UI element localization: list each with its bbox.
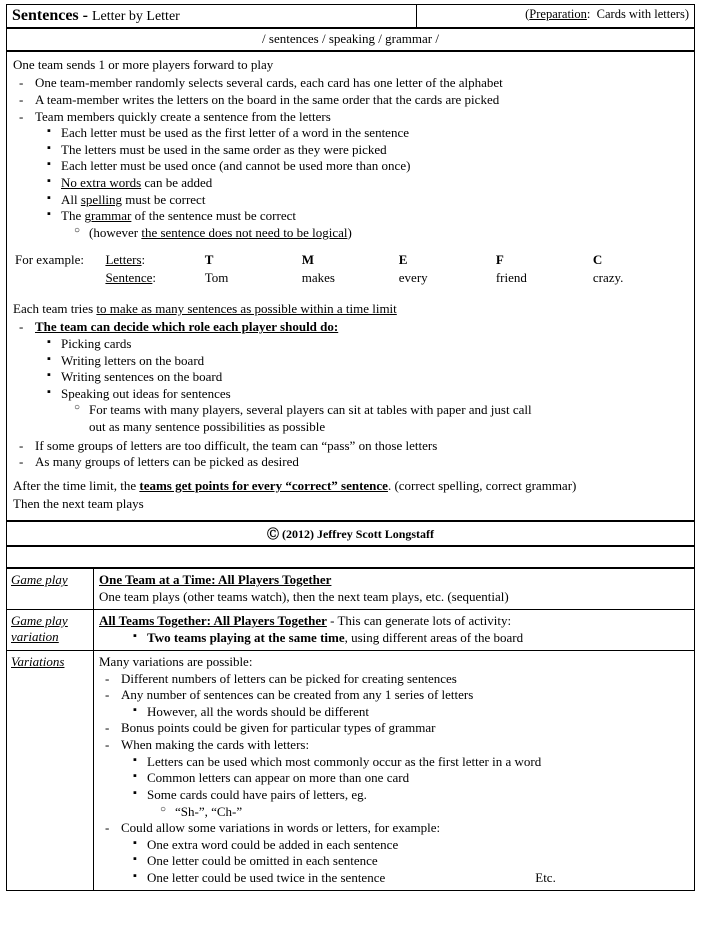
variation-sub-list (99, 630, 689, 647)
letter-cell: T (204, 251, 214, 267)
word-cell: Tom (204, 269, 229, 285)
main-body-table (6, 51, 695, 521)
letters-label-cell (103, 251, 202, 269)
variation-heading-rest: - This can generate lots of activity: (326, 613, 512, 629)
game-play-variation-content (94, 610, 695, 651)
list-item: - As many groups of letters can be picked as desired (35, 454, 688, 471)
rule-emphasis: grammar (84, 208, 132, 224)
list-item (147, 870, 689, 887)
list-item (35, 319, 688, 336)
variation-sub-bold: Two teams playing at the same time (147, 630, 345, 646)
tables-note-line1: For teams with many players, several players can sit at tables with paper and just call (89, 402, 532, 418)
list-item (147, 630, 689, 647)
sentence-label: Sentence (105, 269, 153, 285)
after-time-prefix: After the time limit, the (13, 477, 140, 493)
page-subtitle: Letter by Letter (91, 9, 180, 24)
note-suffix: ) (347, 224, 352, 240)
table-row (7, 610, 695, 651)
paren-close: ) (684, 7, 689, 21)
list-item (89, 402, 688, 435)
list-item: ▪ One letter could be omitted in each sentence (147, 853, 689, 870)
label-line-2: variation (11, 629, 59, 645)
letters-label: Letters (105, 251, 142, 267)
game-play-heading: One Team at a Time: All Players Together (99, 572, 332, 588)
letter-cell: F (495, 251, 504, 267)
list-item (61, 175, 688, 192)
rules-list (13, 125, 688, 241)
title-table (6, 4, 695, 28)
list-item: - One team-member randomly selects several cards, each card has one letter of the alphabet (35, 75, 688, 92)
categories-table (6, 28, 695, 51)
page-title: Sentences (12, 7, 79, 24)
sentence-label-cell (103, 269, 202, 287)
steps-list (13, 75, 688, 125)
title-cell (7, 5, 417, 28)
game-play-text: One team plays (other teams watch), then the next team plays, etc. (sequential) (99, 589, 509, 605)
each-team-line (13, 301, 688, 317)
categories-row: / sentences / speaking / grammar / (7, 29, 695, 51)
letter-cell: E (398, 251, 408, 267)
spacer (13, 291, 688, 301)
variations-table (6, 568, 695, 890)
word-cell: every (398, 269, 428, 285)
list-item: - A team-member writes the letters on the board in the same order that the cards are picked (35, 92, 688, 109)
tables-note-line2: out as many sentence possibilities as possible (89, 419, 326, 434)
each-team-prefix: Each team tries (13, 301, 97, 316)
paren-open: ( (525, 7, 530, 21)
table-row (7, 569, 695, 610)
game-play-variation-label (7, 610, 94, 651)
variations-list (99, 671, 689, 887)
for-example-label: For example: (15, 251, 84, 267)
sentence-colon: : (152, 269, 156, 285)
list-item: - When making the cards with letters: (121, 737, 689, 754)
roles-list (13, 319, 688, 471)
word-cell: crazy. (592, 269, 624, 285)
list-item (89, 225, 688, 242)
main-body-cell (7, 52, 695, 521)
list-item: ▪ Some cards could have pairs of letters, eg. (147, 787, 689, 804)
list-item: ▪ Writing sentences on the board (61, 369, 688, 386)
letter-cell: M (301, 251, 315, 267)
spacer-cell (13, 269, 103, 287)
game-play-label: Game play (7, 569, 94, 610)
letters-colon: : (141, 251, 146, 267)
after-time-emphasis: teams get points for every “correct” sentence (139, 477, 388, 493)
note-emphasis: the sentence does not need to be logical (141, 224, 348, 240)
rule-text: must be correct (122, 191, 206, 207)
intro-line: One team sends 1 or more players forward to play (13, 57, 274, 72)
list-item: ▪ However, all the words should be different (147, 704, 689, 721)
list-item (61, 192, 688, 209)
title-row (7, 5, 695, 28)
list-item: ▪ Picking cards (61, 336, 688, 353)
preparation-value: Cards with letters (596, 7, 685, 21)
example-words-row (13, 269, 688, 287)
decide-heading: The team can decide which role each player should do: (35, 319, 339, 335)
variation-sub-rest: , using different areas of the board (344, 630, 524, 646)
preparation-colon: : (586, 7, 591, 21)
variations-label: Variations (7, 650, 94, 890)
list-item: ▪ Speaking out ideas for sentences (61, 386, 688, 403)
rule-prefix: The (61, 208, 85, 224)
list-item: - If some groups of letters are too difficult, the team can “pass” on those letters (35, 438, 688, 455)
list-item: ▪ Letters can be used which most commonly occur as the first letter in a word (147, 754, 689, 771)
label-line-1: Game play (11, 613, 68, 629)
list-item (61, 208, 688, 225)
word-cell: friend (495, 269, 527, 285)
note-prefix: (however (89, 224, 142, 240)
title-separator: - (78, 7, 92, 24)
pair-letters-example: “Sh-”, “Ch-” (175, 803, 243, 819)
after-time-line (13, 478, 688, 494)
list-item: - Team members quickly create a sentence from the letters (35, 109, 688, 126)
list-item (175, 804, 689, 821)
list-item: - Any number of sentences can be created from any 1 series of letters (121, 687, 689, 704)
word-cell: makes (301, 269, 335, 285)
blank-table (6, 546, 695, 568)
preparation-cell (417, 5, 695, 28)
game-play-content (94, 569, 695, 610)
rule-emphasis: No extra words (61, 175, 142, 190)
table-row (7, 650, 695, 890)
each-team-emphasis: to make as many sentences as possible within a time limit (96, 301, 397, 316)
rule-text: can be added (141, 175, 213, 190)
list-item: ▪ Each letter must be used once (and cannot be used more than once) (61, 158, 688, 175)
copyright-row: Ⓒ (2012) Jeffrey Scott Longstaff (7, 522, 695, 546)
example-table (13, 251, 688, 288)
spacer (13, 471, 688, 478)
rule-prefix: All (61, 191, 81, 207)
blank-row (7, 547, 695, 568)
example-letters-row (13, 251, 688, 269)
list-item: ▪ The letters must be used in the same order as they were picked (61, 142, 688, 159)
list-item: ▪ One extra word could be added in each sentence (147, 837, 689, 854)
list-item: ▪ Writing letters on the board (61, 353, 688, 370)
copyright-table (6, 521, 695, 546)
list-item: ▪ Common letters can appear on more than one card (147, 770, 689, 787)
variation-heading: All Teams Together: All Players Together (99, 613, 327, 629)
etc-label: Etc. (535, 870, 556, 886)
rule-emphasis: spelling (80, 191, 123, 207)
list-item: ▪ Each letter must be used as the first letter of a word in the sentence (61, 125, 688, 142)
after-time-suffix: . (correct spelling, correct grammar) (387, 477, 577, 493)
rule-text: of the sentence must be correct (131, 208, 296, 224)
variations-intro: Many variations are possible: (99, 653, 253, 669)
variations-content (94, 650, 695, 890)
variation-heading-line (99, 613, 689, 630)
list-item: - Could allow some variations in words or letters, for example: (121, 820, 689, 837)
next-team-line: Then the next team plays (13, 496, 144, 512)
last-variation-text: One letter could be used twice in the sentence (147, 870, 386, 886)
letter-cell: C (592, 251, 603, 267)
list-item: - Bonus points could be given for particular types of grammar (121, 720, 689, 737)
list-item: - Different numbers of letters can be picked for creating sentences (121, 671, 689, 688)
preparation-label: Preparation (529, 7, 587, 21)
